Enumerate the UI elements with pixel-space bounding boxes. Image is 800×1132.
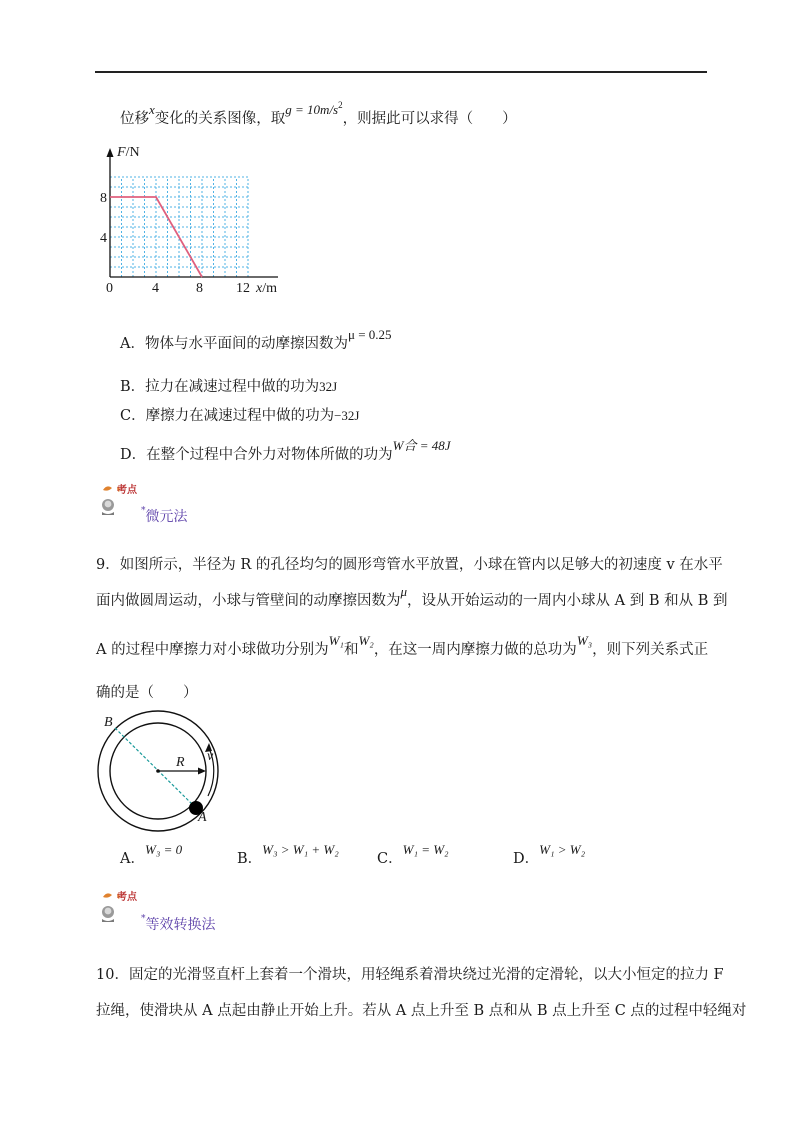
option-math: W₁ = W₂ <box>402 842 449 857</box>
x-tick-4: 4 <box>152 281 159 296</box>
option-text: D．在整个过程中合外力对物体所做的功为 <box>120 447 393 463</box>
q8-stem-part: ，则据此可以求得（ ） <box>342 111 517 127</box>
label-B: B <box>104 715 113 730</box>
q9-kaodian-label: *等效转换法 <box>141 914 216 933</box>
header-rule <box>95 71 707 73</box>
q9-line-4: 确的是（ ） <box>96 685 198 701</box>
q8-stem-part: 变化的关系图像，取 <box>154 111 286 127</box>
q9-text: A 的过程中摩擦力对小球做功分别为 <box>96 642 329 658</box>
option-math: W₃ = 0 <box>144 842 183 857</box>
q9-text: 和 <box>343 642 359 658</box>
q9-text: ，设从开始运动的一周内小球从 A 到 B 和从 B 到 <box>407 593 728 609</box>
q9-mu: μ <box>400 584 408 599</box>
option-text: B．拉力在减速过程中做的功为 <box>120 379 320 395</box>
q10-line-1: 10．固定的光滑竖直杆上套着一个滑块，用轻绳系着滑块绕过光滑的定滑轮，以大小恒定的拉力 F <box>96 967 724 983</box>
y-axis-arrow-icon <box>107 148 114 157</box>
q9-text: ，在这一周内摩擦力做的总功为 <box>373 642 577 658</box>
kaodian-icon-text: 考点 <box>117 892 137 903</box>
y-tick-4: 4 <box>100 231 107 246</box>
option-math: W₃ > W₁ + W₂ <box>262 842 339 857</box>
option-label: B． <box>237 851 263 867</box>
option-math: μ = 0.25 <box>347 327 392 342</box>
y-tick-8: 8 <box>100 191 107 206</box>
q8-kaodian-label: *微元法 <box>141 506 188 525</box>
option-label: D． <box>513 851 540 867</box>
label-v: v <box>207 749 214 764</box>
q9-w1: W₁ <box>328 633 344 648</box>
q9-text: 面内做圆周运动，小球与管壁间的动摩擦因数为 <box>96 593 401 609</box>
label-R: R <box>176 755 185 770</box>
q8-option-a <box>120 327 392 353</box>
q8-option-b <box>120 375 337 396</box>
option-text: C．摩擦力在减速过程中做的功为 <box>120 408 335 424</box>
q8-kaodian-text: 微元法 <box>145 509 188 525</box>
q9-line-1: 9．如图所示，半径为 R 的孔径均匀的圆形弯管水平放置，小球在管内以足够大的初速度 v 在水平 <box>96 557 723 573</box>
option-label: A． <box>120 851 145 867</box>
q9-line-3 <box>96 633 709 659</box>
q9-option-a <box>120 842 183 868</box>
x-tick-0: 0 <box>106 281 113 296</box>
q9-option-d <box>513 842 586 868</box>
q9-line-2 <box>96 584 728 610</box>
option-math: −32J <box>334 408 360 423</box>
radius-arrow-icon <box>198 768 206 775</box>
q8-g-value: g = 10m/s <box>285 102 339 117</box>
option-math: 32J <box>319 379 338 394</box>
q9-option-b <box>237 842 339 868</box>
q9-text: ，则下列关系式正 <box>592 642 709 658</box>
graph-grid <box>110 177 248 277</box>
option-math: W₁ > W₂ <box>539 842 586 857</box>
option-math: W合 = 48J <box>392 438 451 453</box>
q8-var-x: x <box>149 102 155 117</box>
option-text: A．物体与水平面间的动摩擦因数为 <box>120 336 348 352</box>
q8-g-exponent: 2 <box>338 100 343 110</box>
q9-kaodian-text: 等效转换法 <box>145 917 216 933</box>
q8-option-d <box>120 438 451 464</box>
q9-w3: W₃ <box>576 633 593 648</box>
q9-option-c <box>377 842 449 868</box>
option-label: C． <box>377 851 403 867</box>
label-A: A <box>198 810 207 825</box>
x-tick-8: 8 <box>196 281 203 296</box>
q10-line-2: 拉绳，使滑块从 A 点起由静止开始上升。若从 A 点上升至 B 点和从 B 点上升至 C 点的过程中轻绳对 <box>96 1003 747 1019</box>
q8-option-c <box>120 404 359 425</box>
kaodian-icon-text: 考点 <box>117 485 137 496</box>
q8-stem <box>120 100 517 128</box>
q8-stem-part: 位移 <box>120 111 149 127</box>
x-axis-label: x/m <box>256 281 277 296</box>
x-tick-12: 12 <box>236 281 250 296</box>
q9-w2: W₂ <box>358 633 374 648</box>
y-axis-label: F/N <box>117 145 140 160</box>
